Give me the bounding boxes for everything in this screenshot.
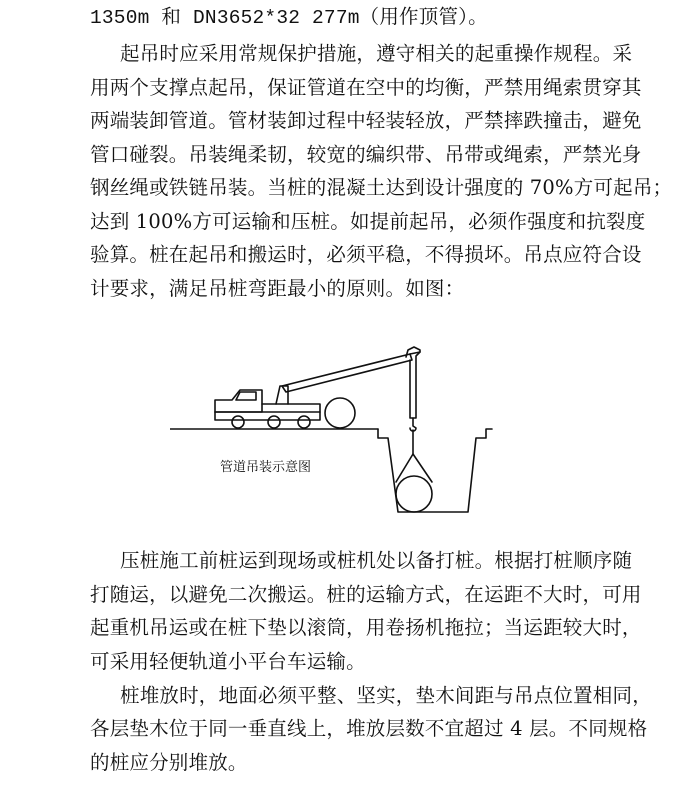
paragraph-line: 的桩应分别堆放。 (90, 751, 248, 774)
paragraph-line: 管口碰裂。吊装绳柔韧，较宽的编织带、吊带或绳索，严禁光身 (90, 143, 642, 166)
paragraph-line: 桩堆放时，地面必须平整、坚实，垫木间距与吊点位置相同， (120, 684, 652, 707)
paragraph-line: 各层垫木位于同一垂直线上，堆放层数不宜超过 4 层。不同规格 (90, 717, 648, 740)
paragraph-line: 压桩施工前桩运到现场或桩机处以备打桩。根据打桩顺序随 (120, 549, 633, 572)
paragraph-line: 达到 100%方可运输和压桩。如提前起吊，必须作强度和抗裂度 (90, 210, 646, 233)
sling (396, 454, 432, 482)
crane-jib (406, 347, 420, 418)
paragraph-line: 钢丝绳或铁链吊装。当桩的混凝土达到设计强度的 70%方可起吊； (90, 176, 673, 199)
crane-hook (410, 418, 416, 431)
crane-boom (282, 354, 412, 392)
pipe-hoisting-diagram (170, 330, 530, 520)
lifted-pipe (396, 476, 432, 512)
paragraph-line: 用两个支撑点起吊，保证管道在空中的均衡，严禁用绳索贯穿其 (90, 76, 642, 99)
crane-truck (215, 386, 320, 428)
paragraph-line: 计要求，满足吊桩弯距最小的原则。如图： (90, 277, 465, 300)
paragraph-line: 两端装卸管道。管材装卸过程中轻装轻放，严禁摔跌撞击，避免 (90, 109, 642, 132)
paragraph-line: 起吊时应采用常规保护措施，遵守相关的起重操作规程。采 (120, 42, 633, 65)
ground-pipe (325, 398, 355, 428)
trench (378, 429, 492, 512)
paragraph-continuation: 1350m 和 DN3652*32 277m（用作顶管）。 (90, 7, 488, 29)
paragraph-line: 起重机吊运或在桩下垫以滚筒，用卷扬机拖拉；当运距较大时， (90, 616, 642, 639)
paragraph-line: 打随运，以避免二次搬运。桩的运输方式，在运距不大时，可用 (90, 583, 642, 606)
figure-caption: 管道吊装示意图 (220, 460, 312, 475)
paragraph-line: 可采用轻便轨道小平台车运输。 (90, 650, 366, 673)
paragraph-line: 验算。桩在起吊和搬运时，必须平稳，不得损坏。吊点应符合设 (90, 243, 642, 266)
